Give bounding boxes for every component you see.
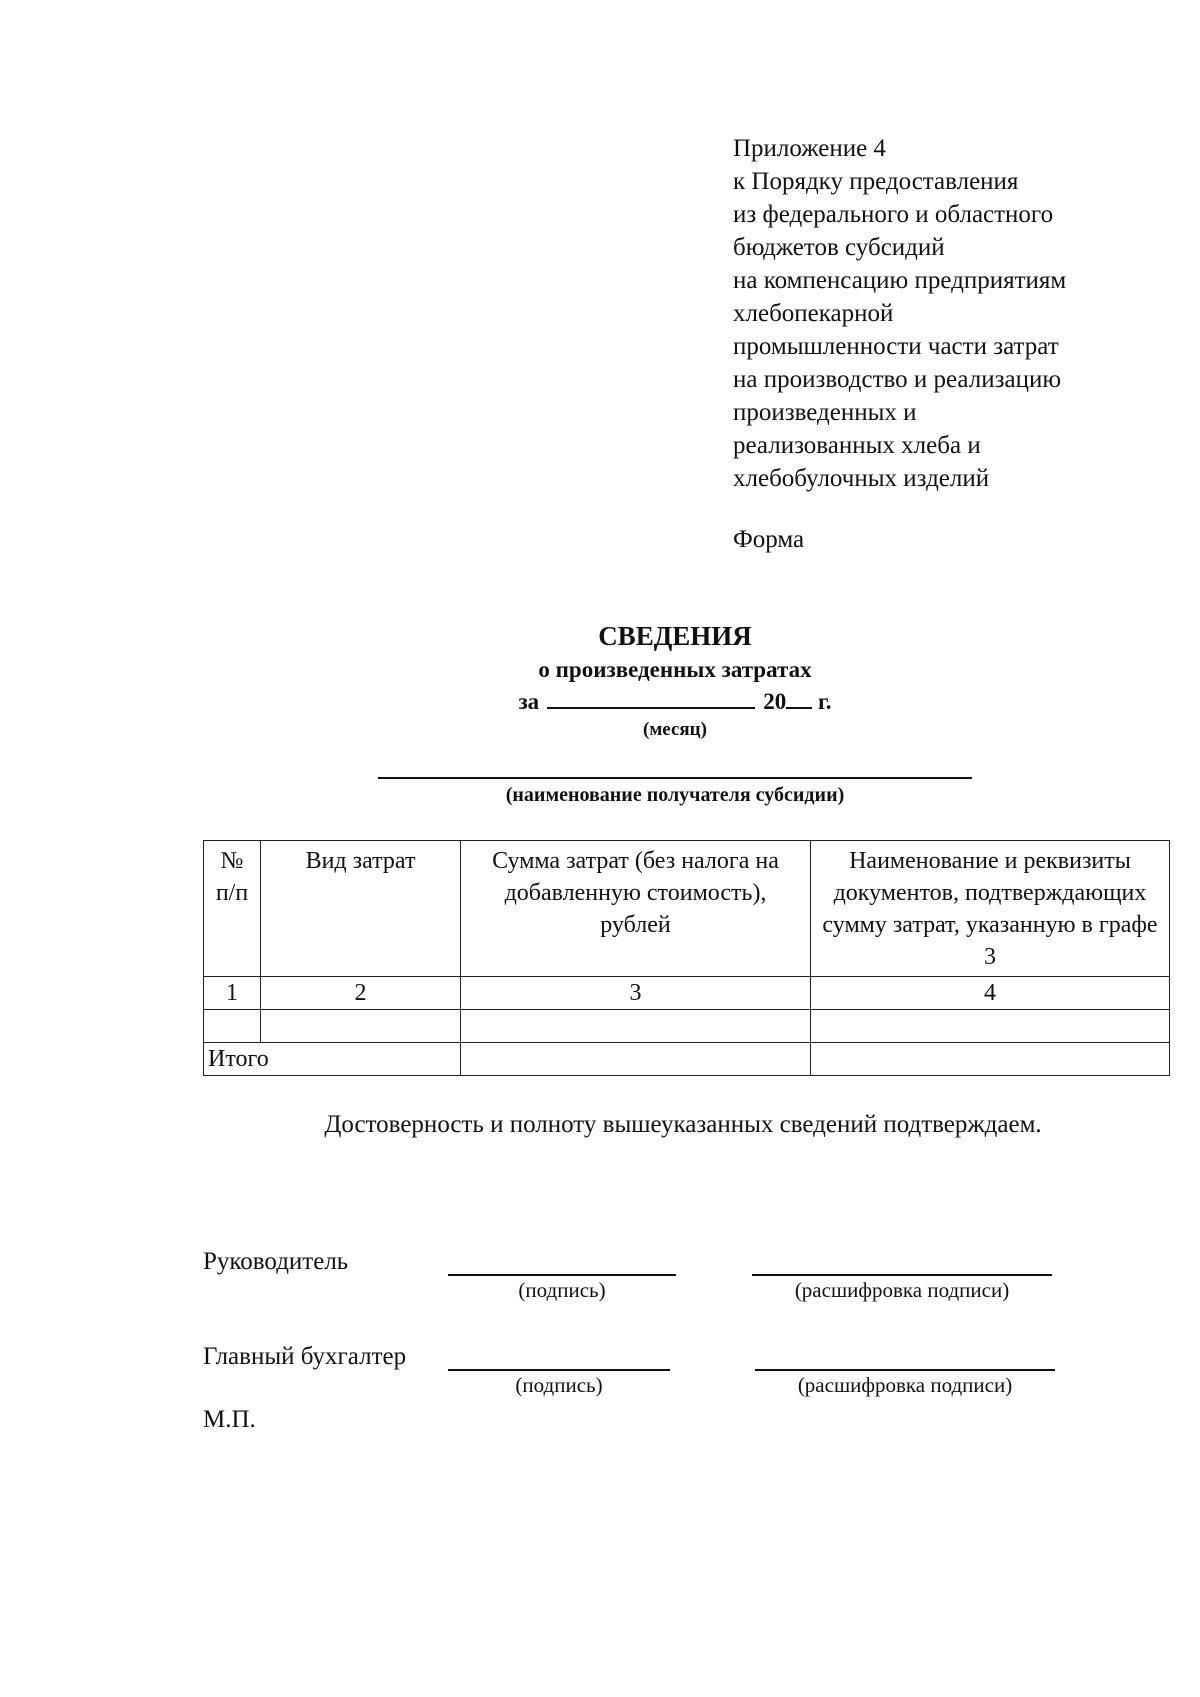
column-number-row [204,977,1170,1010]
appendix-line: из федерального и областного [733,201,1054,228]
period-year: 20 [763,689,787,714]
appendix-line: бюджетов субсидий [733,234,945,261]
header-cost-amount: Сумма затрат (без налога на добавленную стоимость), рублей [461,841,811,977]
seal-label: М.П. [203,1406,256,1433]
header-number: № п/п [204,841,261,977]
appendix-line: на компенсацию предприятиям [733,267,1067,294]
accountant-signature-caption: (подпись) [515,1373,603,1397]
recipient-caption: (наименование получателя субсидии) [505,784,845,806]
appendix-line: хлебобулочных изделий [733,465,990,492]
table-header-row [204,841,1170,977]
accountant-signature-line [448,1369,670,1371]
year-blank-field [786,689,812,709]
column-number: 2 [261,977,461,1010]
appendix-line: хлебопекарной [733,300,894,327]
appendix-line: к Порядку предоставления [733,168,1019,195]
header-cost-type: Вид затрат [261,841,461,977]
column-number: 4 [811,977,1170,1010]
month-blank-field [547,689,755,709]
column-number: 3 [461,977,811,1010]
appendix-line: Приложение 4 [733,135,886,162]
recipient-name-field [378,777,972,779]
head-signature-line [448,1274,676,1276]
appendix-line: на производство и реализацию [733,366,1062,393]
table-row [204,1010,1170,1043]
month-caption: (месяц) [643,719,707,740]
accountant-role-label: Главный бухгалтер [203,1343,407,1370]
appendix-line: реализованных хлеба и [733,432,981,459]
table-cell [261,1010,461,1043]
column-number: 1 [204,977,261,1010]
accountant-decode-caption: (расшифровка подписи) [797,1373,1013,1397]
appendix-line: промышленности части затрат [733,333,1059,360]
head-decode-caption: (расшифровка подписи) [794,1278,1010,1302]
period-prefix: за [518,689,540,714]
total-documents-cell [811,1043,1170,1076]
total-label: Итого [204,1043,461,1076]
table-cell [204,1010,261,1043]
document-subtitle: о произведенных затратах [538,657,812,682]
document-title: СВЕДЕНИЯ [598,621,752,651]
total-row [204,1043,1170,1076]
header-documents: Наименование и реквизиты документов, подтверждающих сумму затрат, указанную в графе 3 [811,841,1170,977]
period-suffix: г. [817,689,832,714]
appendix-header [733,132,1066,495]
table-cell [811,1010,1170,1043]
form-label: Форма [733,526,805,553]
reporting-period [0,685,1200,718]
confirmation-statement: Достоверность и полноту вышеуказанных сведений подтверждаем. [324,1111,1042,1138]
head-signature-caption: (подпись) [518,1278,606,1302]
total-amount-cell [461,1043,811,1076]
table-cell [461,1010,811,1043]
costs-table [203,840,1170,1076]
document-title-block [0,618,1200,742]
accountant-decode-line [755,1369,1055,1371]
head-decode-line [752,1274,1052,1276]
appendix-line: произведенных и [733,399,917,426]
head-role-label: Руководитель [203,1248,349,1275]
